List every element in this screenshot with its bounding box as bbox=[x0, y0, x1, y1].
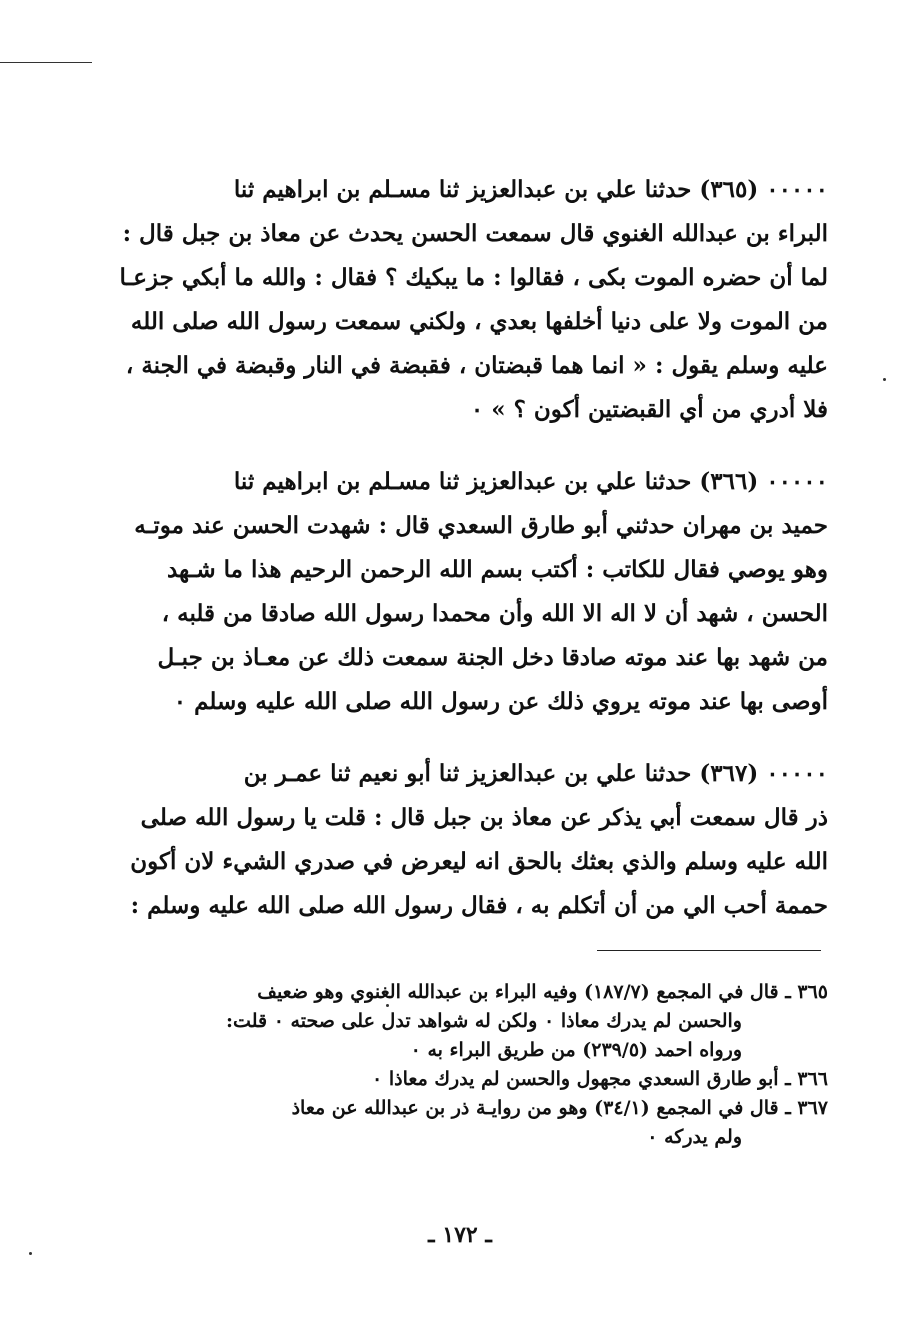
footnote-line: ٣٦٦ ـ أبو طارق السعدي مجهول والحسن لم يدرك معاذا ٠ bbox=[372, 1068, 828, 1090]
text-line: البراء بن عبدالله الغنوي قال سمعت الحسن يحدث عن معاذ بن جبل قال : bbox=[122, 220, 828, 247]
hadith-paragraph-365 bbox=[100, 168, 828, 432]
text-line: من شهد بها عند موته صادقا دخل الجنة سمعت ذلك عن معـاذ بن جبـل bbox=[157, 644, 828, 671]
text-line: حميد بن مهران حدثني أبو طارق السعدي قال : شهدت الحسن عند موتـه bbox=[134, 512, 828, 539]
footnote-line: ورواه احمد (٢٣٩/٥) من طريق البراء به ٠ bbox=[410, 1039, 742, 1061]
text-line: ٠٠٠٠٠ (٣٦٧) حدثنا علي بن عبدالعزيز ثنا أبو نعيم ثنا عمـر بن bbox=[243, 760, 828, 787]
footnote-line: ولم يدركه ٠ bbox=[647, 1126, 742, 1148]
text-line: أوصى بها عند موته يروي ذلك عن رسول الله صلى الله عليه وسلم ٠ bbox=[173, 688, 828, 715]
text-line: لما أن حضره الموت بكى ، فقالوا : ما يبكيك ؟ فقال : والله ما أبكي جزعـا bbox=[119, 264, 828, 291]
footnotes-section bbox=[100, 978, 828, 1152]
print-speck bbox=[386, 1004, 389, 1007]
text-line: الله عليه وسلم والذي بعثك بالحق انه ليعرض في صدري الشيء لان أكون bbox=[130, 848, 828, 875]
text-line: حممة أحب الي من أن أتكلم به ، فقال رسول الله صلى الله عليه وسلم : bbox=[130, 892, 828, 919]
text-line: عليه وسلم يقول : « انما هما قبضتان ، فقبضة في النار وقبضة في الجنة ، bbox=[125, 352, 828, 379]
text-line: ذر قال سمعت أبي يذكر عن معاذ بن جبل قال : قلت يا رسول الله صلى bbox=[140, 804, 828, 831]
hadith-paragraph-366 bbox=[100, 460, 828, 724]
footnote-line: والحسن لم يدرك معاذا ٠ ولكن له شواهد تدل على صحته ٠ قلت: bbox=[226, 1010, 742, 1032]
footnote-separator bbox=[597, 950, 821, 951]
footnote-line: ٣٦٥ ـ قال في المجمع (١٨٧/٧) وفيه البراء بن عبدالله الغنوي وهو ضعيف bbox=[257, 981, 828, 1003]
text-line: من الموت ولا على دنيا أخلفها بعدي ، ولكني سمعت رسول الله صلى الله bbox=[130, 308, 828, 335]
text-line: فلا أدري من أي القبضتين أكون ؟ » ٠ bbox=[470, 396, 828, 423]
footnote-line: ٣٦٧ ـ قال في المجمع (٣٤/١) وهو من روايـة ذر بن عبدالله عن معاذ bbox=[291, 1097, 828, 1119]
text-line: ٠٠٠٠٠ (٣٦٥) حدثنا علي بن عبدالعزيز ثنا مسـلم بن ابراهيم ثنا bbox=[233, 176, 828, 203]
print-speck bbox=[883, 378, 886, 381]
text-line: ٠٠٠٠٠ (٣٦٦) حدثنا علي بن عبدالعزيز ثنا مسـلم بن ابراهيم ثنا bbox=[233, 468, 828, 495]
top-margin-rule bbox=[0, 62, 92, 63]
text-line: الحسن ، شهد أن لا اله الا الله وأن محمدا رسول الله صادقا من قلبه ، bbox=[161, 600, 828, 627]
print-speck bbox=[29, 1252, 32, 1255]
hadith-paragraph-367 bbox=[100, 752, 828, 928]
page-number: ـ ١٧٢ ـ bbox=[428, 1222, 492, 1248]
text-line: وهو يوصي فقال للكاتب : أكتب بسم الله الرحمن الرحيم هذا ما شـهد bbox=[166, 556, 828, 583]
